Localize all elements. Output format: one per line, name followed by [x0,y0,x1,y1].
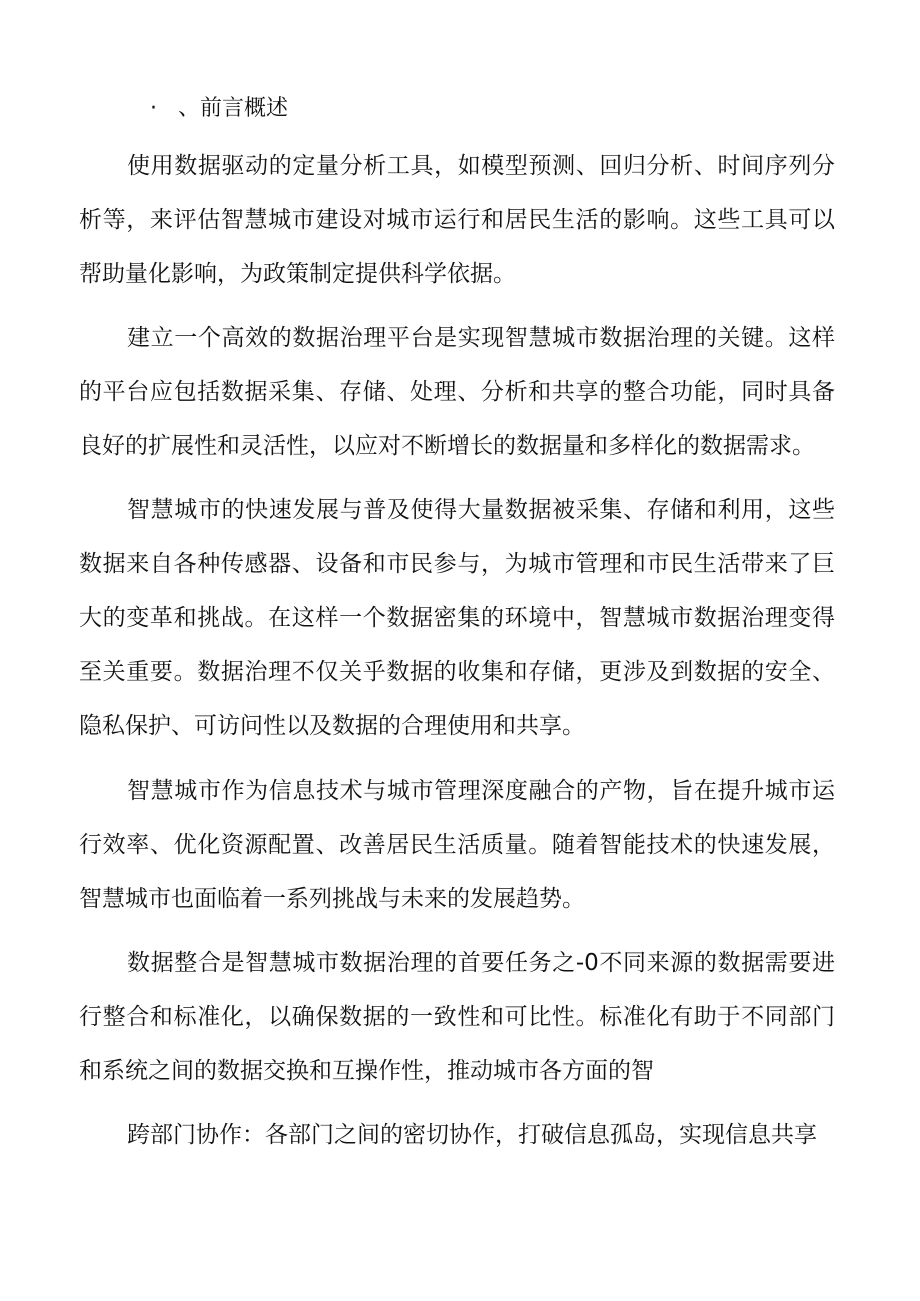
paragraph-5: 数据整合是智慧城市数据治理的首要任务之-0不同来源的数据需要进行整合和标准化，以确保数据的一致性和可比性。标准化有助于不同部门和系统之间的数据交换和互操作性，推动城市各方面的智 [79,950,835,1084]
heading-bullet: · [150,96,157,121]
paragraph-2: 建立一个高效的数据治理平台是实现智慧城市数据治理的关键。这样的平台应包括数据采集、存储、处理、分析和共享的整合功能，同时具备良好的扩展性和灵活性，以应对不断增长的数据量和多样化的数据需求。 [79,325,835,459]
paragraph-4: 智慧城市作为信息技术与城市管理深度融合的产物，旨在提升城市运行效率、优化资源配置、改善居民生活质量。随着智能技术的快速发展，智慧城市也面临着一系列挑战与未来的发展趋势。 [79,778,835,912]
paragraph-3: 智慧城市的快速发展与普及使得大量数据被采集、存储和利用，这些数据来自各种传感器、设备和市民参与，为城市管理和市民生活带来了巨大的变革和挑战。在这样一个数据密集的环境中，智慧城市数据治理变得至关重要。数据治理不仅关乎数据的收集和存储，更涉及到数据的安全、隐私保护、可访问性以及数据的合理使用和共享。 [79,497,835,739]
paragraph-6: 跨部门协作：各部门之间的密切协作，打破信息孤岛，实现信息共享 [127,1122,817,1148]
heading-text: 、前言概述 [178,96,289,121]
paragraph-1: 使用数据驱动的定量分析工具，如模型预测、回归分析、时间序列分析等，来评估智慧城市建设对城市运行和居民生活的影响。这些工具可以帮助量化影响，为政策制定提供科学依据。 [79,153,835,287]
section-heading [150,94,288,124]
